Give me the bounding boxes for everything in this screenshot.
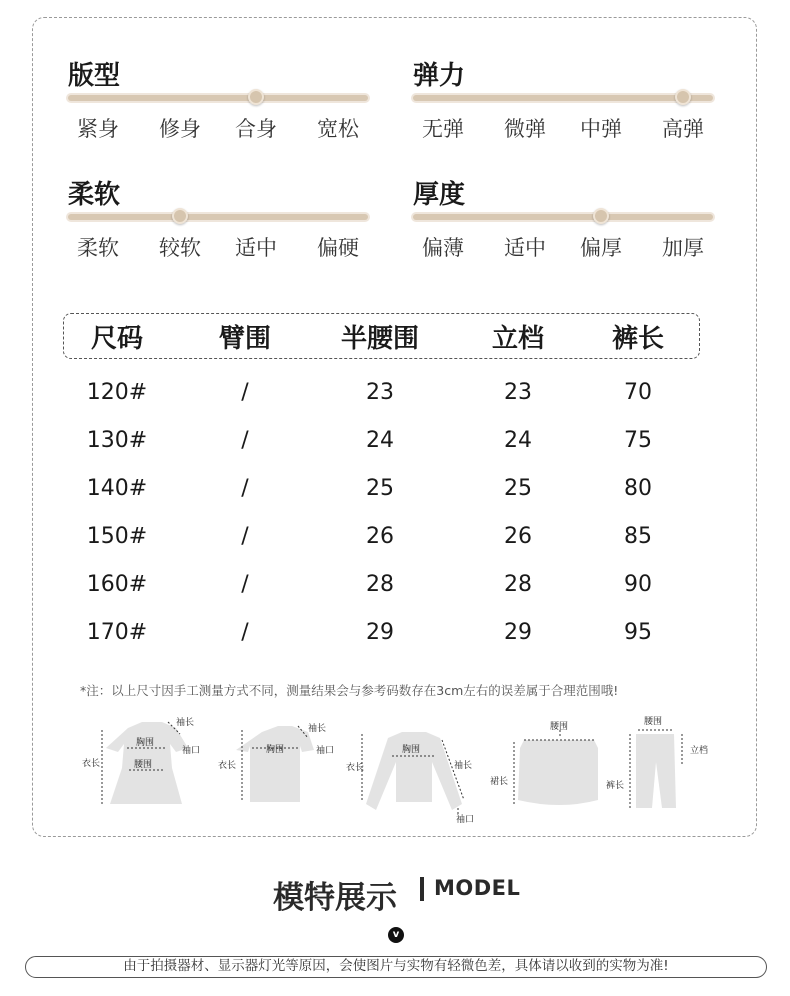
slider-label: 修身	[159, 117, 201, 141]
model-section-subtitle: MODEL	[434, 876, 521, 900]
slider-label: 偏薄	[422, 236, 464, 260]
table-cell: /	[241, 476, 249, 501]
pants-rise-label: 立档	[690, 746, 709, 756]
slider-labels	[68, 232, 368, 262]
attribute-title: 版型	[68, 61, 121, 91]
table-cell: 24	[366, 428, 394, 453]
table-cell: /	[241, 380, 249, 405]
tshirt-diagram	[218, 722, 334, 802]
table-cell: /	[241, 572, 249, 597]
skirt-waist-label: 腰围	[550, 722, 569, 732]
slider-label: 无弹	[422, 117, 464, 141]
table-cell: 25	[504, 476, 532, 501]
table-cell: 23	[366, 380, 394, 405]
slider-thumb	[675, 89, 691, 105]
slider-label: 合身	[235, 117, 277, 141]
pants-waist-label: 腰围	[644, 717, 663, 727]
slider-label: 紧身	[77, 117, 119, 141]
slider-label: 中弹	[580, 117, 622, 141]
sweater-sleeve-label: 袖长	[454, 761, 473, 771]
slider-labels	[413, 113, 713, 143]
pants-length-label: 裤长	[606, 781, 625, 791]
dress-cuff-label: 袖口	[182, 746, 201, 756]
table-cell: /	[241, 620, 249, 645]
sweater-chest-label: 胸围	[402, 745, 421, 755]
color-disclaimer: 由于拍摄器材、显示器灯光等原因，会使图片与实物有轻微色差，具体请以收到的实物为准!	[25, 956, 767, 978]
slider-thumb	[593, 208, 609, 224]
table-cell: 23	[504, 380, 532, 405]
attribute-title: 厚度	[413, 180, 466, 210]
measurement-note: *注：以上尺寸因手工测量方式不同，测量结果会与参考码数存在3cm左右的误差属于合理范围哦!	[80, 683, 619, 698]
pants-diagram	[606, 716, 708, 808]
slider-label: 适中	[235, 236, 277, 260]
table-cell: /	[241, 524, 249, 549]
table-cell: 120#	[86, 380, 148, 405]
slider-label: 偏硬	[317, 236, 359, 260]
chevron-down-icon: v	[388, 927, 404, 943]
table-cell: 29	[504, 620, 532, 645]
slider-label: 较软	[159, 236, 201, 260]
table-cell: 26	[504, 524, 532, 549]
table-header-cell: 尺码	[90, 324, 144, 354]
dress-chest-label: 胸围	[136, 738, 155, 748]
table-cell: 80	[624, 476, 652, 501]
table-header-cell: 半腰围	[340, 324, 420, 354]
table-cell: 29	[366, 620, 394, 645]
table-cell: 24	[504, 428, 532, 453]
table-cell: 170#	[86, 620, 148, 645]
tshirt-chest-label: 胸围	[266, 745, 285, 755]
table-cell: 85	[624, 524, 652, 549]
slider-track	[413, 214, 713, 220]
measurement-diagrams	[70, 708, 730, 828]
table-cell: /	[241, 428, 249, 453]
table-cell: 90	[624, 572, 652, 597]
slider-label: 微弹	[504, 117, 546, 141]
table-cell: 26	[366, 524, 394, 549]
attribute-title: 柔软	[68, 180, 121, 210]
slider-label: 适中	[504, 236, 546, 260]
table-cell: 75	[624, 428, 652, 453]
attribute-title: 弹力	[413, 61, 466, 91]
dress-waist-label: 腰围	[134, 760, 153, 770]
table-cell: 28	[504, 572, 532, 597]
table-cell: 28	[366, 572, 394, 597]
tshirt-length-label: 衣长	[218, 761, 237, 771]
table-cell: 140#	[86, 476, 148, 501]
table-cell: 130#	[86, 428, 148, 453]
table-header-cell: 立档	[491, 324, 545, 354]
table-cell: 95	[624, 620, 652, 645]
slider-label: 高弹	[662, 117, 704, 141]
model-section-title: 模特展示	[273, 880, 397, 916]
slider-labels	[413, 232, 713, 262]
tshirt-cuff-label: 袖口	[316, 746, 335, 756]
sweater-diagram	[346, 732, 474, 825]
table-cell: 25	[366, 476, 394, 501]
table-cell: 150#	[86, 524, 148, 549]
dress-sleeve-label: 袖长	[176, 718, 195, 728]
slider-track	[68, 214, 368, 220]
dress-diagram	[82, 716, 200, 804]
slider-label: 宽松	[317, 117, 359, 141]
dress-length-label: 衣长	[82, 759, 101, 769]
slider-labels	[68, 113, 368, 143]
title-divider	[420, 877, 424, 901]
tshirt-sleeve-label: 袖长	[308, 724, 327, 734]
slider-thumb	[248, 89, 264, 105]
sweater-length-label: 衣长	[346, 763, 365, 773]
slider-label: 偏厚	[580, 236, 622, 260]
slider-label: 柔软	[77, 236, 119, 260]
skirt-diagram	[490, 721, 598, 806]
skirt-length-label: 裙长	[490, 777, 509, 787]
table-cell: 70	[624, 380, 652, 405]
table-cell: 160#	[86, 572, 148, 597]
slider-label: 加厚	[662, 236, 704, 260]
sweater-cuff-label: 袖口	[456, 815, 475, 825]
table-header-cell: 裤长	[611, 324, 665, 354]
slider-track	[68, 95, 368, 101]
slider-thumb	[172, 208, 188, 224]
table-header-cell: 臂围	[218, 324, 272, 354]
slider-track	[413, 95, 713, 101]
